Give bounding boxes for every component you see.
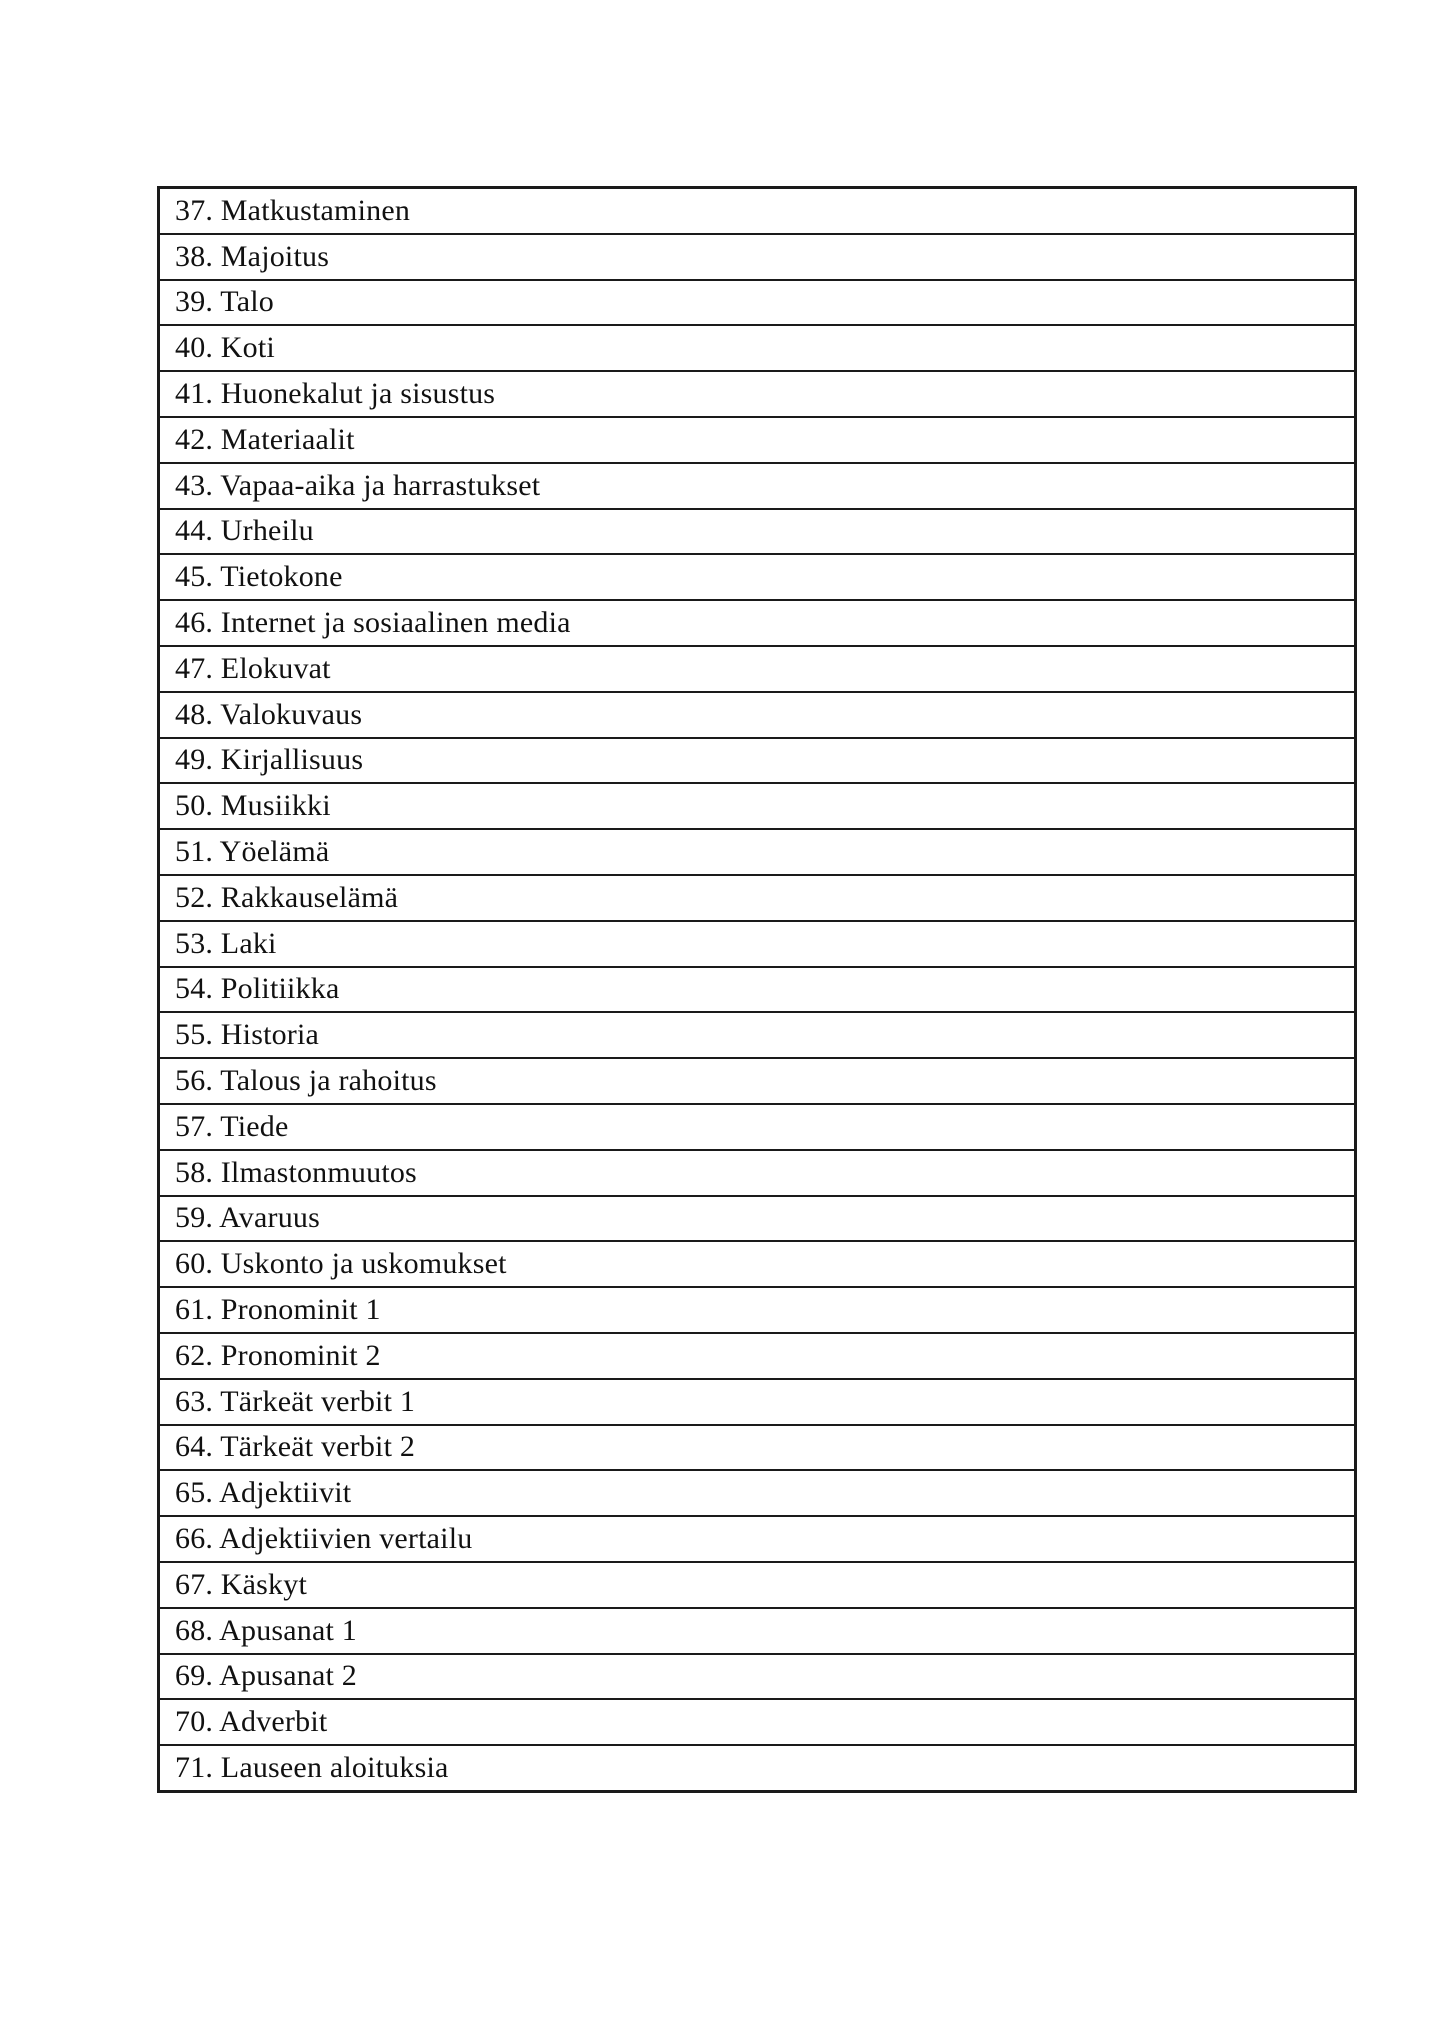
chapter-entry: 53. Laki	[175, 926, 277, 960]
chapter-entry: 65. Adjektiivit	[175, 1476, 352, 1510]
chapter-entry: 63. Tärkeät verbit 1	[175, 1384, 416, 1418]
table-row	[160, 372, 1354, 418]
table-row	[160, 1197, 1354, 1243]
table-row	[160, 1242, 1354, 1288]
chapter-entry: 39. Talo	[175, 285, 274, 319]
chapter-entry: 58. Ilmastonmuutos	[175, 1155, 417, 1189]
chapter-entry: 70. Adverbit	[175, 1705, 328, 1739]
table-row	[160, 601, 1354, 647]
table-row	[160, 1700, 1354, 1746]
table-row	[160, 968, 1354, 1014]
chapter-entry: 60. Uskonto ja uskomukset	[175, 1247, 507, 1281]
table-row	[160, 1563, 1354, 1609]
chapter-entry: 54. Politiikka	[175, 972, 340, 1006]
chapter-entry: 59. Avaruus	[175, 1201, 320, 1235]
table-row	[160, 1059, 1354, 1105]
table-row	[160, 418, 1354, 464]
table-row	[160, 1426, 1354, 1472]
table-row	[160, 1151, 1354, 1197]
table-row	[160, 647, 1354, 693]
table-row	[160, 326, 1354, 372]
contents-table	[157, 186, 1357, 1793]
table-row	[160, 876, 1354, 922]
chapter-entry: 45. Tietokone	[175, 560, 343, 594]
table-row	[160, 464, 1354, 510]
table-row	[160, 555, 1354, 601]
table-row	[160, 830, 1354, 876]
table-row	[160, 1517, 1354, 1563]
table-row	[160, 1334, 1354, 1380]
table-row	[160, 1471, 1354, 1517]
table-row	[160, 784, 1354, 830]
table-row	[160, 693, 1354, 739]
table-row	[160, 189, 1354, 235]
table-row	[160, 1105, 1354, 1151]
chapter-entry: 41. Huonekalut ja sisustus	[175, 377, 496, 411]
chapter-entry: 42. Materiaalit	[175, 422, 355, 456]
table-row	[160, 1013, 1354, 1059]
chapter-entry: 37. Matkustaminen	[175, 193, 411, 227]
chapter-entry: 66. Adjektiivien vertailu	[175, 1522, 473, 1555]
table-row	[160, 235, 1354, 281]
chapter-entry: 67. Käskyt	[175, 1567, 307, 1601]
chapter-entry: 44. Urheilu	[175, 514, 314, 548]
table-row	[160, 1655, 1354, 1701]
chapter-entry: 49. Kirjallisuus	[175, 743, 364, 777]
chapter-entry: 43. Vapaa-aika ja harrastukset	[175, 468, 541, 502]
table-row	[160, 281, 1354, 327]
table-row	[160, 1746, 1354, 1790]
chapter-entry: 61. Pronominit 1	[175, 1293, 381, 1327]
chapter-entry: 46. Internet ja sosiaalinen media	[175, 606, 571, 640]
chapter-entry: 55. Historia	[175, 1018, 320, 1052]
chapter-entry: 52. Rakkauselämä	[175, 880, 399, 914]
chapter-entry: 71. Lauseen aloituksia	[175, 1750, 449, 1784]
chapter-entry: 68. Apusanat 1	[175, 1613, 357, 1647]
table-row	[160, 1288, 1354, 1334]
chapter-entry: 57. Tiede	[175, 1109, 289, 1143]
chapter-entry: 50. Musiikki	[175, 789, 331, 823]
chapter-entry: 47. Elokuvat	[175, 651, 331, 685]
table-row	[160, 1609, 1354, 1655]
table-row	[160, 1380, 1354, 1426]
chapter-entry: 38. Majoitus	[175, 239, 330, 273]
table-row	[160, 739, 1354, 785]
table-row	[160, 510, 1354, 556]
chapter-entry: 64. Tärkeät verbit 2	[175, 1430, 416, 1464]
chapter-entry: 62. Pronominit 2	[175, 1338, 381, 1372]
chapter-entry: 56. Talous ja rahoitus	[175, 1064, 437, 1098]
chapter-entry: 51. Yöelämä	[175, 835, 330, 869]
chapter-entry: 69. Apusanat 2	[175, 1659, 357, 1693]
chapter-entry: 48. Valokuvaus	[175, 697, 363, 731]
table-row	[160, 922, 1354, 968]
chapter-entry: 40. Koti	[175, 331, 275, 365]
